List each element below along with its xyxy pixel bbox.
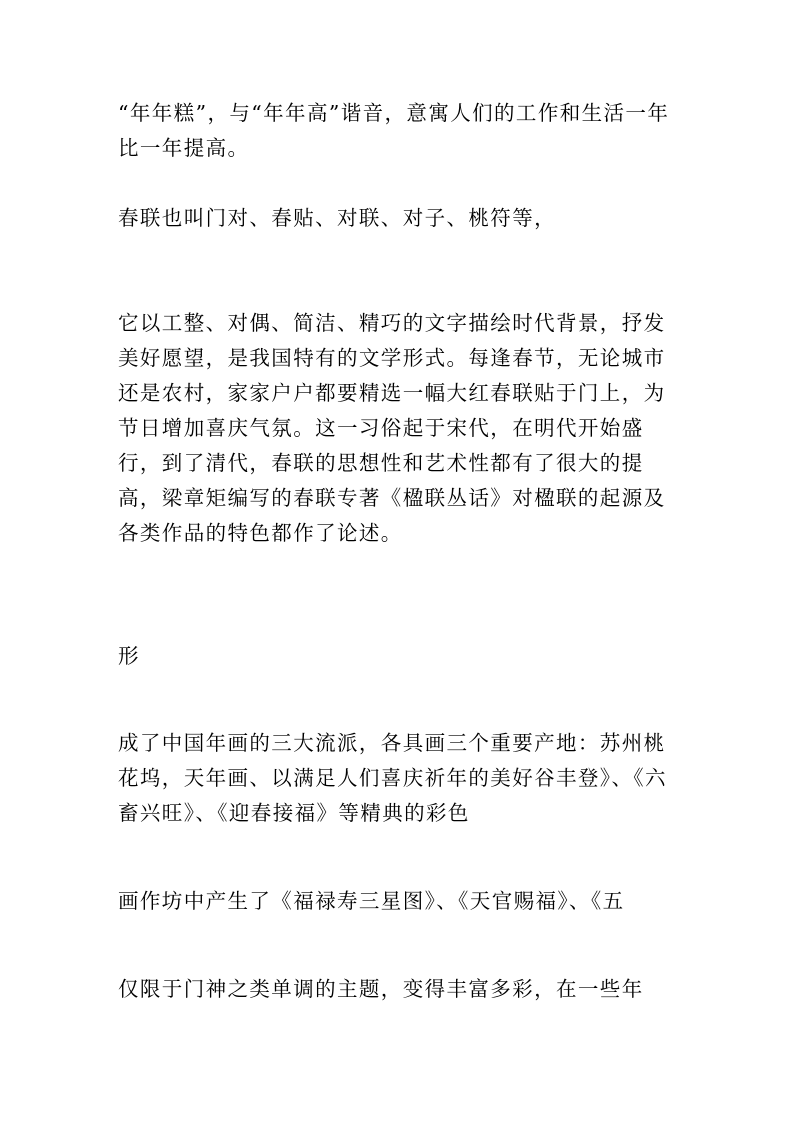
paragraph-nianhua-workshops: 画作坊中产生了《福禄寿三星图》、《天官赐福》、《五 <box>118 889 625 913</box>
paragraph-nianhua-themes: 仅限于门神之类单调的主题，变得丰富多彩，在一些年 <box>118 977 644 1001</box>
paragraph-fragment-xing: 形 <box>118 644 140 668</box>
paragraph-chunlian-names: 春联也叫门对、春贴、对联、对子、桃符等， <box>118 206 556 230</box>
paragraph-nianhua-schools: 成了中国年画的三大流派，各具画三个重要产地：苏州桃花坞，天年画、以满足人们喜庆祈年的美好谷丰登》、《六畜兴旺》、《迎春接福》等精典的彩色 <box>118 731 667 825</box>
paragraph-chunlian-history: 它以工整、对偶、简洁、精巧的文字描绘时代背景，抒发美好愿望，是我国特有的文学形式。每逢春节，无论城市还是农村，家家户户都要精选一幅大红春联贴于门上，为节日增加喜庆气氛。这一习俗起于宋代，在明代开始盛行，到了清代，春联的思想性和艺术性都有了很大的提高，梁章矩编写的春联专著《楹联丛话》对楹联的起源及各类作品的特色都作了论述。 <box>118 311 666 545</box>
paragraph-nian-gao: “年年糕”，与“年年高”谐音，意寓人们的工作和生活一年比一年提高。 <box>118 101 670 160</box>
